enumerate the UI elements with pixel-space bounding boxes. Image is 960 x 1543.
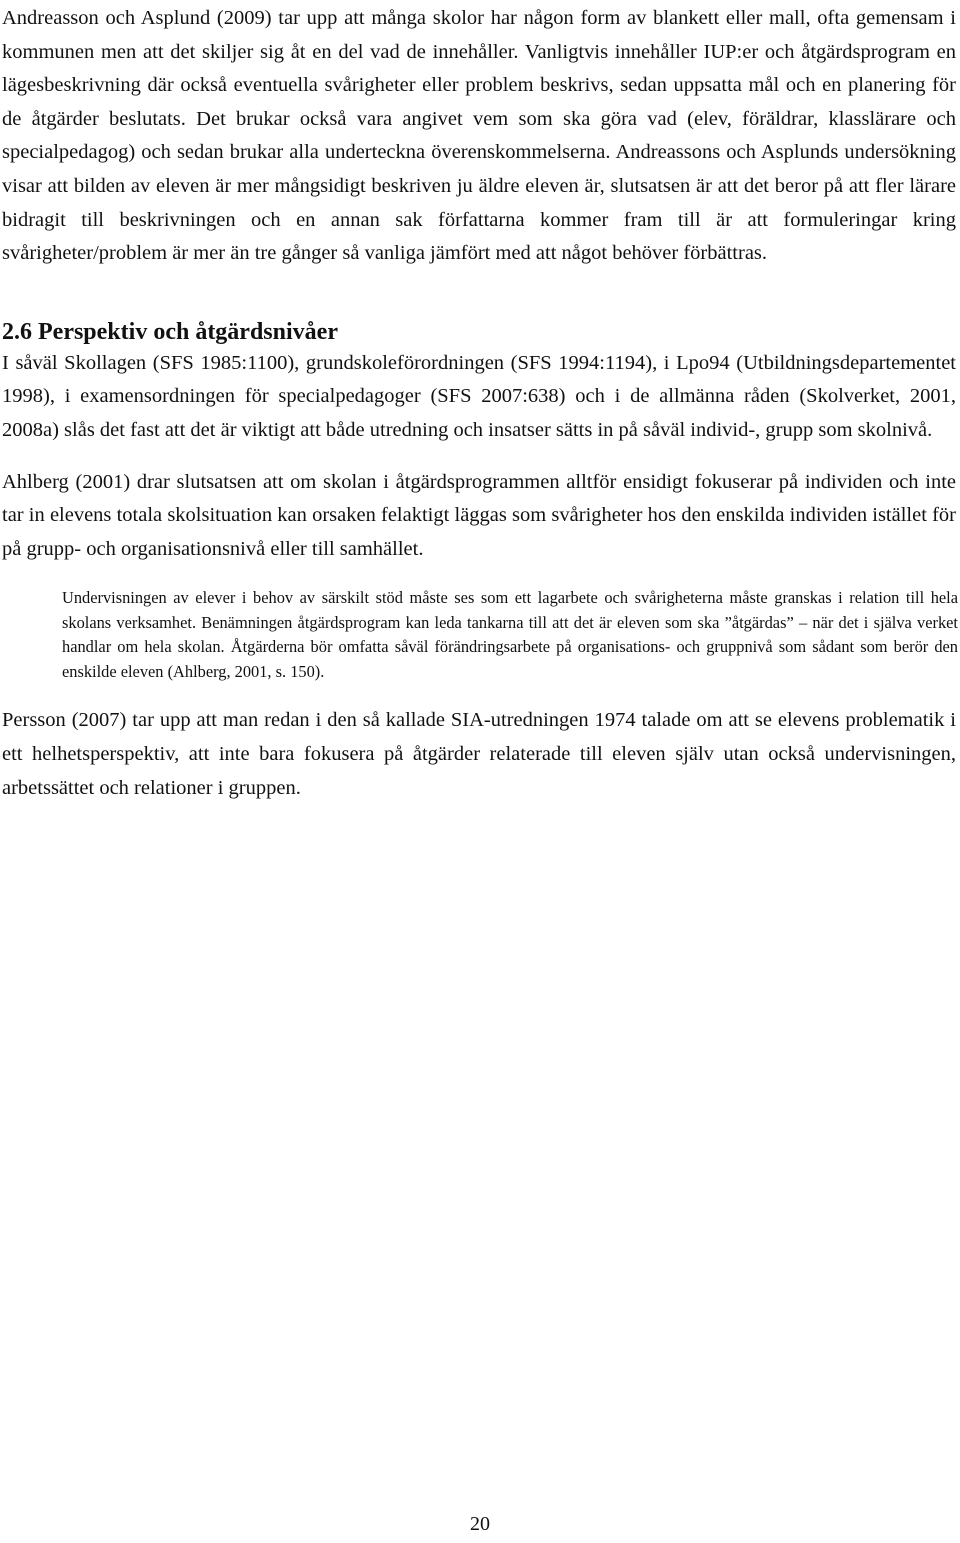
section-heading: 2.6 Perspektiv och åtgärdsnivåer: [2, 318, 338, 345]
paragraph-persson: Persson (2007) tar upp att man redan i den så kallade SIA-utredningen 1974 talade om att se elevens problematik i ett helhetsperspektiv, att inte bara fokusera på åtgärder relaterade till eleven själv utan också undervisningen, arbetssättet och relationer i gruppen.: [2, 709, 956, 799]
spacer: [2, 271, 956, 317]
paragraph-ahlberg: Ahlberg (2001) drar slutsatsen att om skolan i åtgärdsprogrammen alltför ensidigt fokuserar på individen och inte tar in elevens totala skolsituation kan orsaken felaktigt läggas som svårigheter hos den enskilda individen istället för på grupp- och organisationsnivå eller till samhället.: [2, 470, 956, 560]
page-number: 20: [470, 1513, 490, 1535]
block-quote-ahlberg: Undervisningen av elever i behov av särskilt stöd måste ses som ett lagarbete och svårigheterna måste granskas i relation till hela skolans verksamhet. Benämningen åtgärdsprogram kan leda tankarna till att det är eleven som ska ”åtgärdas” – när det i själva verket handlar om hela skolan. Åtgärderna bör omfatta såväl förändringsarbete på organisations- och gruppnivå som sådant som berör den enskilde eleven (Ahlberg, 2001, s. 150).: [62, 588, 958, 681]
spacer: [2, 448, 956, 466]
paragraph-andreasson-asplund: Andreasson och Asplund (2009) tar upp att många skolor har någon form av blankett eller mall, ofta gemensam i kommunen men att det skiljer sig åt en del vad de innehåller. Vanligtvis innehåller IUP:er och åtgärdsprogram en lägesbeskrivning där också eventuella svårigheter eller problem beskrivs, sedan uppsatta mål och en planering för de åtgärder beslutats. Det brukar också vara angivet vem som ska göra vad (elev, föräldrar, klasslärare och specialpedagog) och sedan brukar alla underteckna överenskommelserna. Andreassons och Asplunds undersökning visar att bilden av eleven är mer mångsidigt beskriven ju äldre eleven är, slutsatsen är att det beror på att fler lärare bidragit till beskrivningen och en annan sak författarna kommer fram till är att formuleringar kring svårigheter/problem är mer än tre gånger så vanliga jämfört med att något behöver förbättras.: [2, 7, 956, 265]
page-content: [2, 2, 956, 805]
spacer: [2, 566, 956, 586]
spacer: [2, 684, 956, 704]
paragraph-legal-framework: I såväl Skollagen (SFS 1985:1100), grundskoleförordningen (SFS 1994:1194), i Lpo94 (Utbildningsdepartementet 1998), i examensordningen för specialpedagoger (SFS 2007:638) och i de allmänna råden (Skolverket, 2001, 2008a) slås det fast att det är viktigt att både utredning och insatser sätts in på såväl individ-, grupp som skolnivå.: [2, 351, 956, 441]
